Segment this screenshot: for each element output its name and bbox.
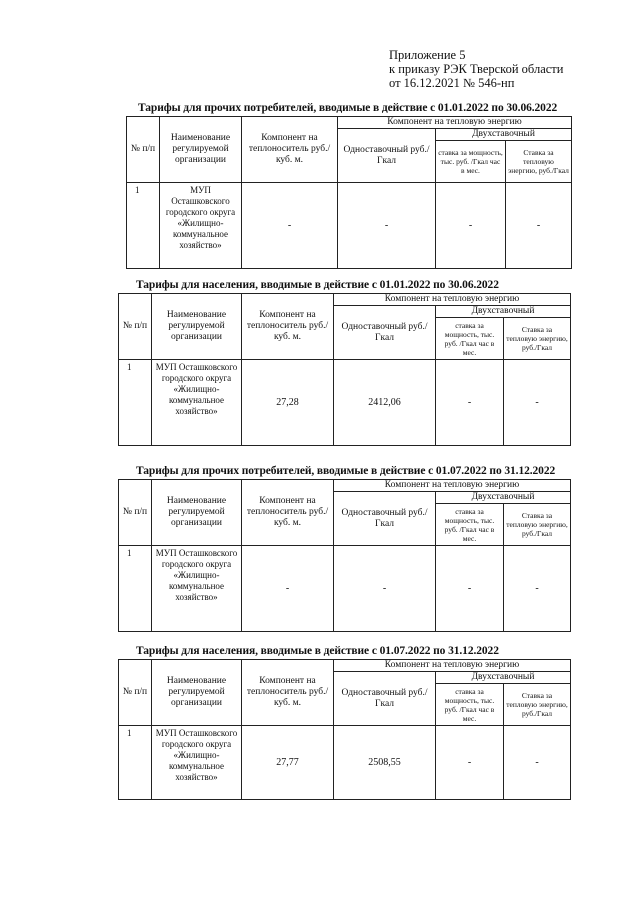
row-capacity-rate: - [436,360,504,446]
row-carrier: - [242,546,334,632]
header-num: № п/п [127,117,160,183]
header-capacity-rate: ставка за мощность, тыс. руб. /Гкал час в мес. [436,684,504,726]
header-energy-rate: Ставка за тепловую энергию, руб./Гкал [504,504,571,546]
row-org: МУП Осташковского городского округа «Жилищно-коммунальное хозяйство» [160,183,242,269]
row-org: МУП Осташковского городского округа «Жилищно-коммунальное хозяйство» [152,360,242,446]
tariff-table-3 [118,479,571,632]
row-carrier: 27,77 [242,726,334,800]
row-energy-rate: - [506,183,572,269]
header-two-rate: Двухставочный [436,129,572,141]
row-org: МУП Осташковского городского округа «Жилищно-коммунальное хозяйство» [152,726,242,800]
header-capacity-rate: ставка за мощность, тыс. руб. /Гкал час в мес. [436,504,504,546]
row-num: 1 [127,183,160,269]
row-org: МУП Осташковского городского округа «Жилищно-коммунальное хозяйство» [152,546,242,632]
header-carrier: Компонент на теплоноситель руб./куб. м. [242,660,334,726]
appendix-line-3: от 16.12.2021 № 546-нп [389,76,515,90]
header-single-rate: Одноставочный руб./Гкал [334,672,436,726]
table-title-4: Тарифы для населения, вводимые в действие с 01.07.2022 по 31.12.2022 [136,645,499,657]
header-carrier: Компонент на теплоноситель руб./куб. м. [242,294,334,360]
header-heat-component: Компонент на тепловую энергию [334,660,571,672]
header-carrier: Компонент на теплоноситель руб./куб. м. [242,480,334,546]
table-row [119,546,571,632]
row-num: 1 [119,546,152,632]
header-num: № п/п [119,660,152,726]
tariff-table-2 [118,293,571,446]
header-heat-component: Компонент на тепловую энергию [334,294,571,306]
header-energy-rate: Ставка за тепловую энергию, руб./Гкал [506,141,572,183]
header-org: Наименование регулируемой организации [152,660,242,726]
header-two-rate: Двухставочный [436,492,571,504]
header-capacity-rate: ставка за мощность, тыс. руб. /Гкал час в мес. [436,141,506,183]
row-single-rate: - [334,546,436,632]
row-carrier: - [242,183,338,269]
row-energy-rate: - [504,360,571,446]
header-capacity-rate: ставка за мощность, тыс. руб. /Гкал час в мес. [436,318,504,360]
row-capacity-rate: - [436,183,506,269]
header-org: Наименование регулируемой организации [152,480,242,546]
header-two-rate: Двухставочный [436,306,571,318]
row-num: 1 [119,726,152,800]
appendix-line-2: к приказу РЭК Тверской области [389,62,564,76]
table-title-2: Тарифы для населения, вводимые в действие с 01.01.2022 по 30.06.2022 [136,279,499,291]
appendix-line-1: Приложение 5 [389,48,466,62]
header-org: Наименование регулируемой организации [160,117,242,183]
tariff-table-4 [118,659,571,800]
row-energy-rate: - [504,726,571,800]
appendix-header [389,48,563,90]
table-title-3: Тарифы для прочих потребителей, вводимые в действие с 01.07.2022 по 31.12.2022 [136,465,556,477]
tariff-table-1 [126,116,572,269]
row-num: 1 [119,360,152,446]
header-energy-rate: Ставка за тепловую энергию, руб./Гкал [504,684,571,726]
row-single-rate: 2412,06 [334,360,436,446]
header-carrier: Компонент на теплоноситель руб./куб. м. [242,117,338,183]
header-energy-rate: Ставка за тепловую энергию, руб./Гкал [504,318,571,360]
row-single-rate: - [338,183,436,269]
header-single-rate: Одноставочный руб./Гкал [338,129,436,183]
header-single-rate: Одноставочный руб./Гкал [334,492,436,546]
header-org: Наименование регулируемой организации [152,294,242,360]
row-energy-rate: - [504,546,571,632]
table-row [127,183,572,269]
header-two-rate: Двухставочный [436,672,571,684]
header-heat-component: Компонент на тепловую энергию [338,117,572,129]
table-title-1: Тарифы для прочих потребителей, вводимые в действие с 01.01.2022 по 30.06.2022 [138,102,558,114]
header-num: № п/п [119,294,152,360]
table-row [119,360,571,446]
table-row [119,726,571,800]
header-single-rate: Одноставочный руб./Гкал [334,306,436,360]
row-single-rate: 2508,55 [334,726,436,800]
row-carrier: 27,28 [242,360,334,446]
header-num: № п/п [119,480,152,546]
row-capacity-rate: - [436,726,504,800]
header-heat-component: Компонент на тепловую энергию [334,480,571,492]
row-capacity-rate: - [436,546,504,632]
